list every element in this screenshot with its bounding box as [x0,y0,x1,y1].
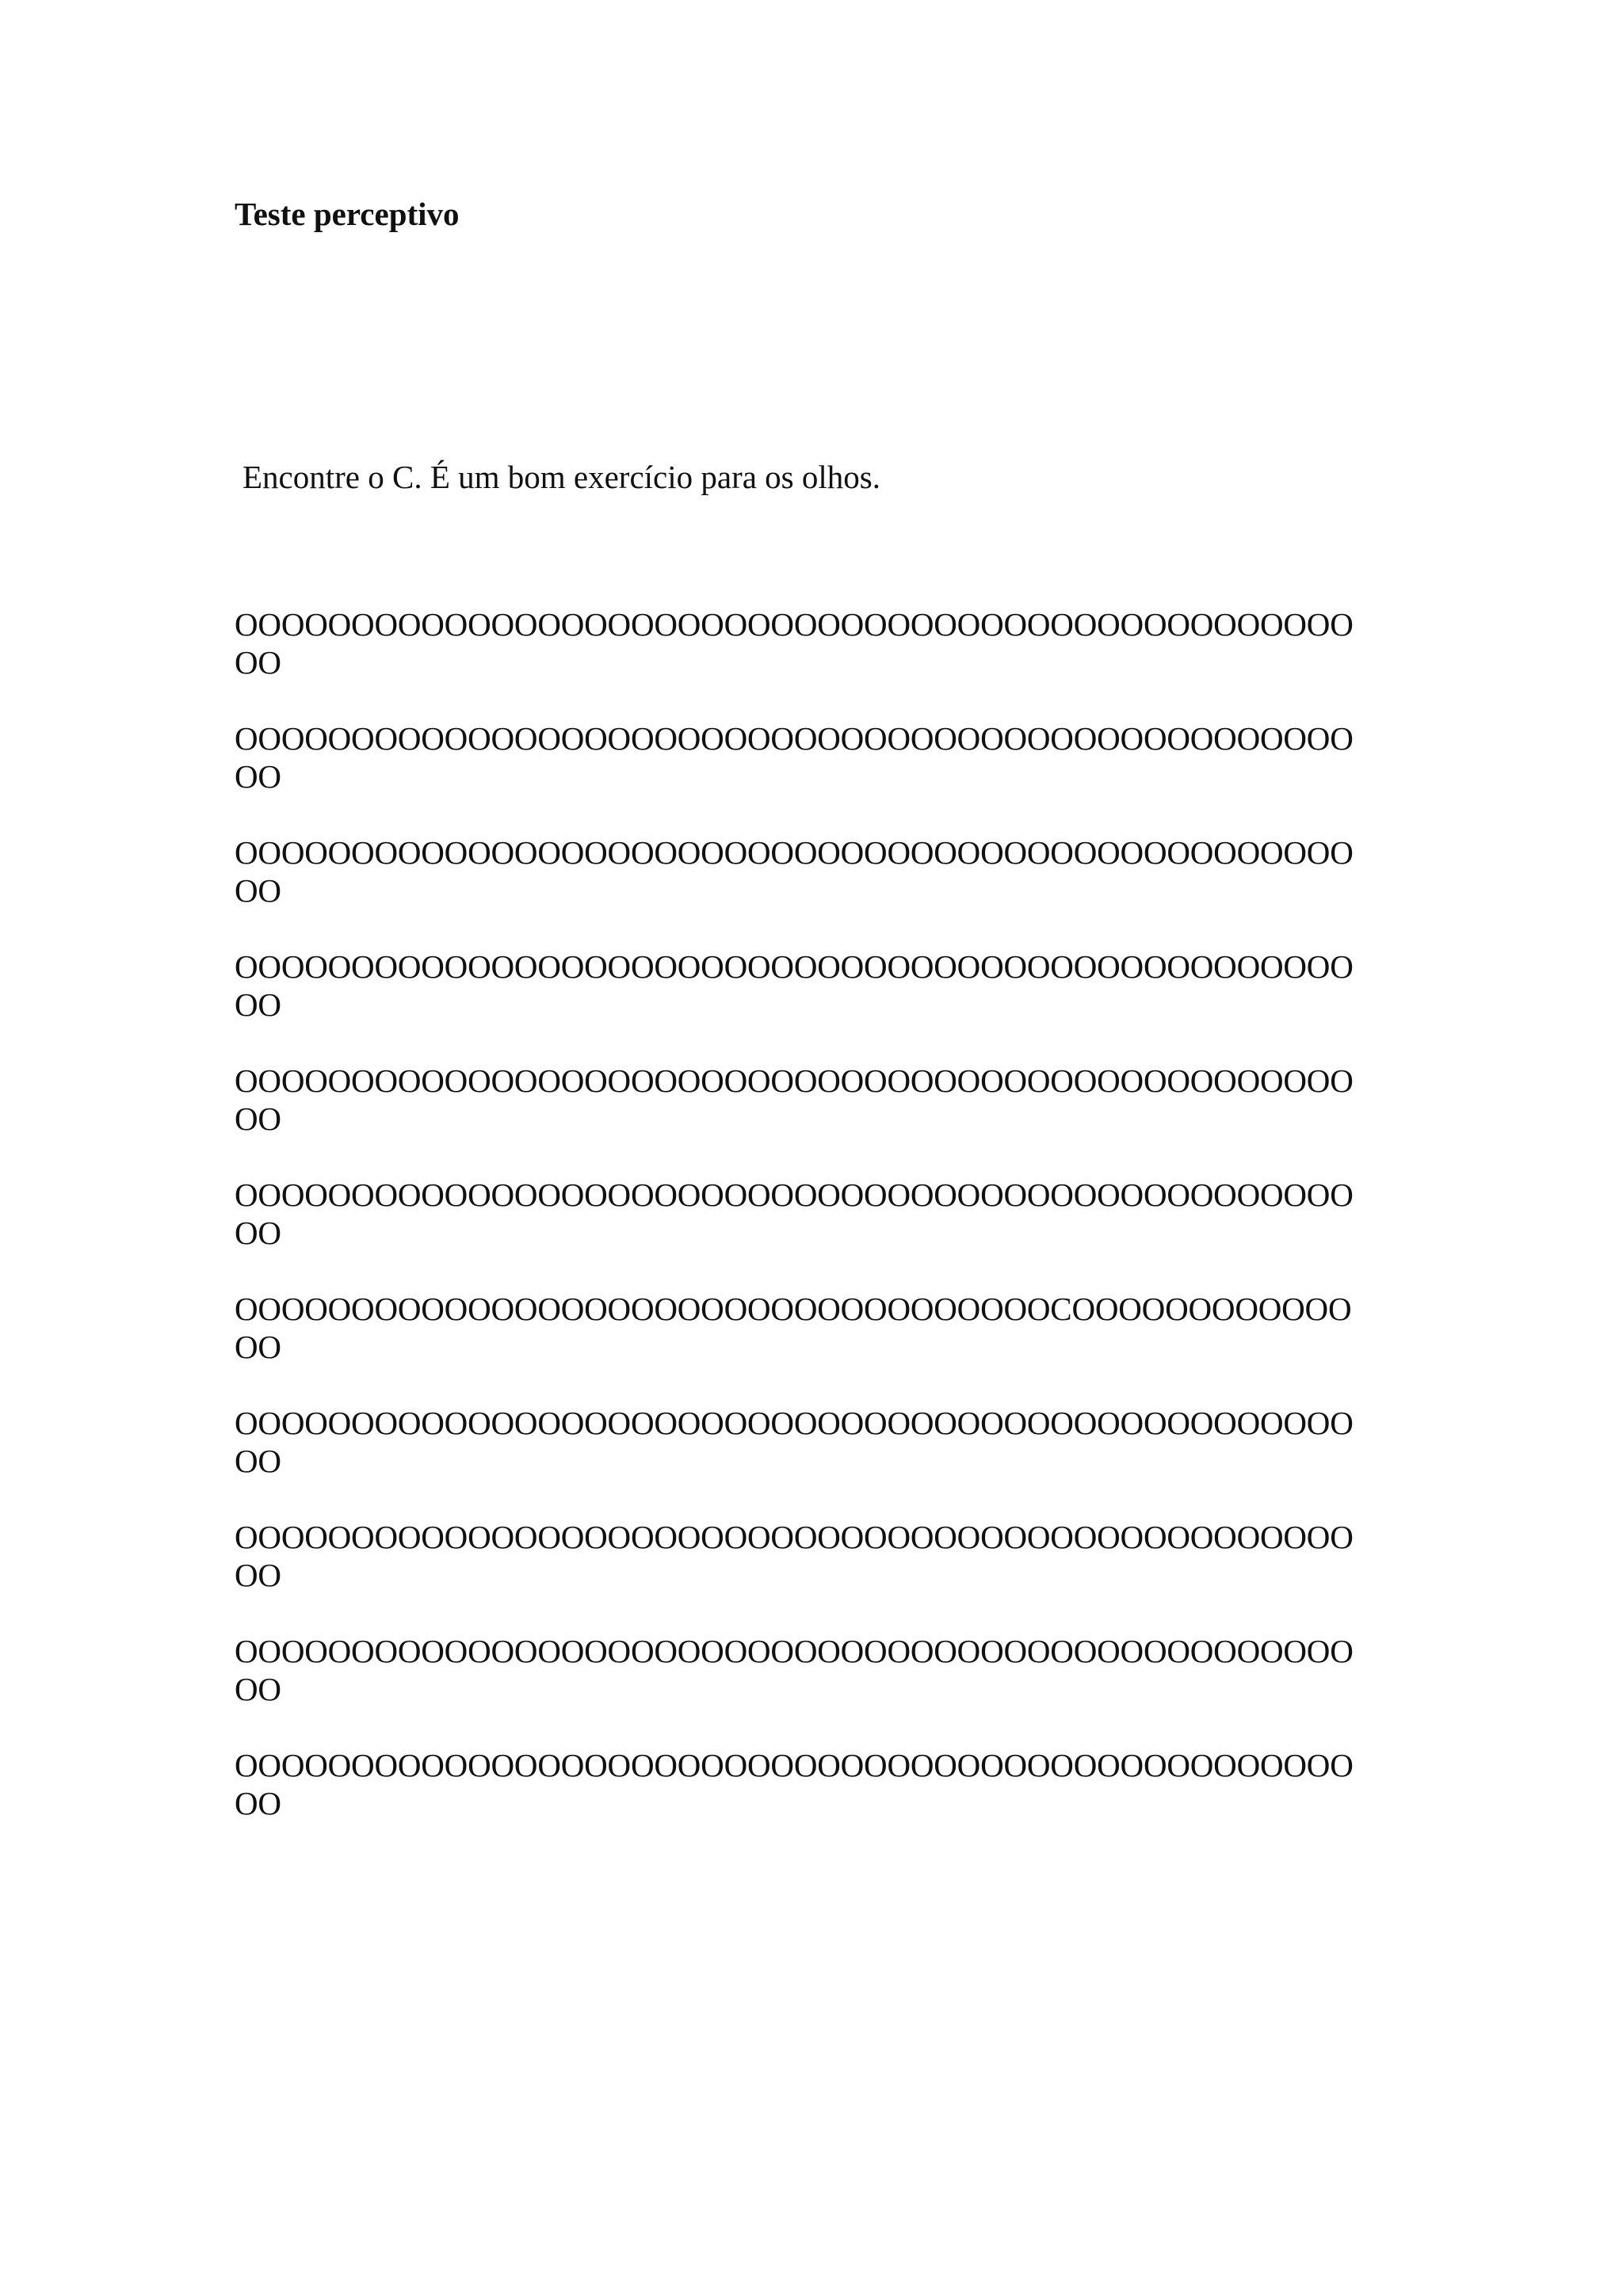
grid-row-line: OOOOOOOOOOOOOOOOOOOOOOOOOOOOOOOOOOOOOOOOOOOOOOOO [235,1519,1354,1555]
grid-row-line: OOOOOOOOOOOOOOOOOOOOOOOOOOOOOOOOOOOOOOOOOOOOOOOO [235,1177,1354,1213]
grid-row-line: OO [235,1557,281,1593]
instruction-text: Encontre o C. É um bom exercício para os olhos. [242,459,880,495]
grid-row-line: OOOOOOOOOOOOOOOOOOOOOOOOOOOOOOOOOOOOOOOOOOOOOOOO [235,948,1354,985]
grid-row-2 [235,719,1407,795]
grid-row-line: OO [235,758,281,795]
grid-row-11 [235,1746,1407,1822]
grid-row-5 [235,1062,1407,1138]
grid-row-line: OO [235,872,281,909]
grid-row-line: OO [235,644,281,681]
grid-row-6 [235,1176,1407,1252]
grid-row-line: OOOOOOOOOOOOOOOOOOOOOOOOOOOOOOOOOOOOOOOOOOOOOOOO [235,834,1354,871]
grid-row-line: OO [235,1443,281,1479]
grid-row-line: OOOOOOOOOOOOOOOOOOOOOOOOOOOOOOOOOOOOOOOOOOOOOOOO [235,1405,1354,1441]
document-title: Teste perceptivo [235,196,460,232]
grid-row-8 [235,1404,1407,1480]
grid-row-line: OO [235,986,281,1023]
grid-row-7 [235,1290,1407,1366]
grid-row-9 [235,1518,1407,1594]
grid-row-line: OOOOOOOOOOOOOOOOOOOOOOOOOOOOOOOOOOOOOOOOOOOOOOOO [235,1062,1354,1099]
grid-row-line: OOOOOOOOOOOOOOOOOOOOOOOOOOOOOOOOOOOCOOOOOOOOOOOO [235,1291,1352,1327]
grid-row-line: OO [235,1215,281,1251]
grid-row-10 [235,1632,1407,1708]
grid-row-4 [235,948,1407,1024]
grid-row-line: OO [235,1100,281,1137]
letter-grid [235,605,1407,1860]
grid-row-3 [235,833,1407,910]
grid-row-line: OOOOOOOOOOOOOOOOOOOOOOOOOOOOOOOOOOOOOOOOOOOOOOOO [235,1747,1354,1783]
grid-row-line: OO [235,1671,281,1707]
grid-row-1 [235,605,1407,681]
grid-row-line: OOOOOOOOOOOOOOOOOOOOOOOOOOOOOOOOOOOOOOOOOOOOOOOO [235,606,1354,643]
grid-row-line: OO [235,1329,281,1365]
grid-row-line: OOOOOOOOOOOOOOOOOOOOOOOOOOOOOOOOOOOOOOOOOOOOOOOO [235,1633,1354,1669]
grid-row-line: OOOOOOOOOOOOOOOOOOOOOOOOOOOOOOOOOOOOOOOOOOOOOOOO [235,720,1354,757]
grid-row-line: OO [235,1785,281,1821]
